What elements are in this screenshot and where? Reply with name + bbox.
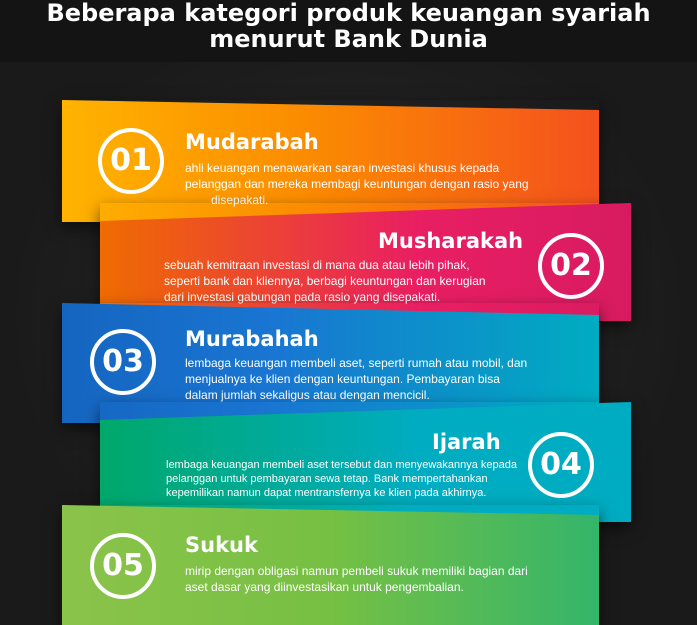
category-heading: Musharakah: [378, 229, 524, 253]
description-line: aset dasar yang diinvestasikan untuk pengembalian.: [185, 580, 464, 594]
number-badge: 01: [98, 128, 164, 194]
description-line: lembaga keuangan membeli aset tersebut dan menyewakannya kepada: [166, 459, 518, 471]
number-badge: 03: [90, 329, 156, 395]
description-line: lembaga keuangan membeli aset, seperti rumah atau mobil, dan: [185, 356, 528, 370]
category-description: [185, 355, 527, 403]
banner-ijarah: [100, 402, 631, 522]
category-heading: Murabahah: [185, 327, 319, 351]
description-line: seperti bank dan kliennya, berbagi keuntungan dan kerugian: [164, 274, 486, 288]
description-line: sebuah kemitraan investasi di mana dua atau lebih pihak,: [164, 258, 470, 272]
category-description: [166, 458, 517, 500]
category-description: [164, 257, 486, 305]
number-badge: 02: [538, 233, 604, 299]
description-line: mirip dengan obligasi namun pembeli sukuk memiliki bagian dari: [185, 564, 528, 578]
description-line: ahli keuangan menawarkan saran investasi khusus kepada: [185, 161, 500, 175]
title-line-2: menurut Bank Dunia: [209, 25, 488, 53]
description-line: dari investasi gabungan pada rasio yang disepakati.: [164, 290, 441, 304]
category-heading: Ijarah: [432, 430, 501, 454]
number-badge: 05: [90, 533, 156, 599]
description-line: disepakati.: [211, 193, 269, 207]
page-title: [0, 0, 697, 52]
category-description: [185, 563, 528, 595]
category-heading: Sukuk: [185, 533, 258, 557]
description-line: pelanggan untuk pembayaran sewa tetap. Bank mempertahankan: [166, 473, 488, 485]
description-line: dalam jumlah sekaligus atau dengan mencicil.: [185, 388, 430, 402]
number-badge: 04: [528, 432, 594, 498]
banner-sukuk: [62, 505, 599, 625]
description-line: menjualnya ke klien dengan keuntungan. Pembayaran bisa: [185, 372, 500, 386]
category-heading: Mudarabah: [185, 130, 319, 154]
description-line: kepemilikan namun dapat mentransfernya ke klien pada akhirnya.: [166, 487, 487, 499]
category-description: [185, 160, 529, 208]
description-line: pelanggan dan mereka membagi keuntungan dengan rasio yang: [185, 177, 529, 191]
title-line-1: Beberapa kategori produk keuangan syariah: [46, 0, 651, 27]
